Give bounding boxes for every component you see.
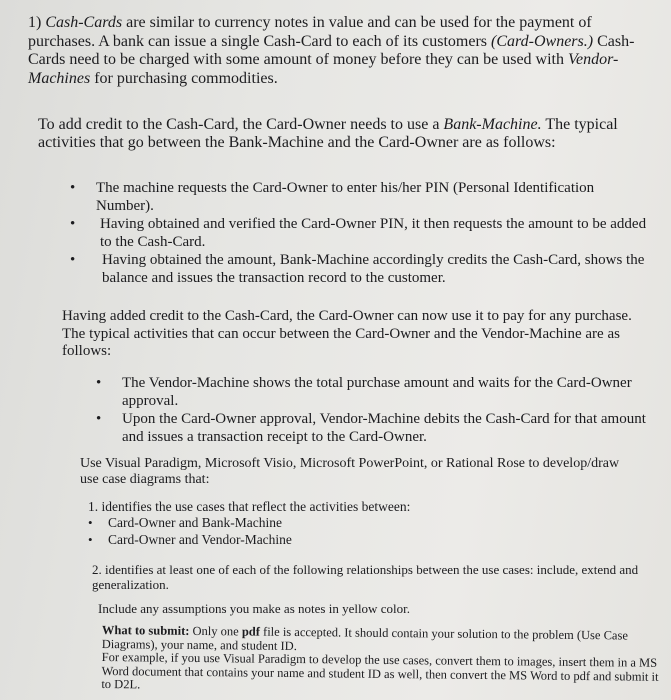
bullet-icon: •: [88, 532, 93, 547]
list-item: [70, 216, 650, 251]
requirement-1-text: 1. identifies the use cases that reflect the activities between:: [88, 499, 411, 514]
list-item-text: Upon the Card-Owner approval, Vendor-Machine debits the Cash-Card for that amount and issues a transaction receipt to the Card-Owner.: [122, 411, 646, 445]
list-item-text: Card-Owner and Bank-Machine: [108, 515, 282, 530]
bullet-icon: •: [88, 515, 93, 530]
bank-intro-text-1: To add credit to the Cash-Card, the Card-Owner needs to use a: [38, 116, 444, 133]
bullet-icon: •: [70, 216, 76, 232]
requirement-2: 2. identifies at least one of each of the following relationships between the use cases: include, extend and generalization.: [92, 562, 639, 592]
intro-text-2: Cash-Cards need to be charged with some amount of money before they can be used with: [28, 32, 635, 68]
tools-instruction: Use Visual Paradigm, Microsoft Visio, Microsoft PowerPoint, or Rational Rose to develop/draw use case diagrams that:: [80, 456, 620, 487]
requirement-1: [88, 499, 648, 549]
intro-paragraph: [28, 14, 658, 88]
submit-label: What to submit:: [101, 623, 190, 638]
list-item: [88, 515, 648, 531]
bullet-icon: •: [96, 411, 102, 427]
submit-text-1: Only one: [189, 623, 242, 639]
term-bank-machine: Bank-Machine.: [443, 116, 542, 133]
list-item: [70, 252, 650, 287]
submission-instructions: [101, 624, 662, 697]
list-item-text: Card-Owner and Vendor-Machine: [108, 532, 292, 547]
bullet-icon: •: [96, 375, 102, 391]
list-item-text: Having obtained and verified the Card-Owner PIN, it then requests the amount to be added to the Cash-Card.: [100, 216, 647, 250]
list-item-text: The Vendor-Machine shows the total purchase amount and waits for the Card-Owner approval.: [122, 375, 632, 409]
bullet-icon: •: [70, 252, 76, 268]
submit-example: For example, if you use Visual Paradigm to develop the use cases, convert them to images, insert them in a MS Word document that contains your name and student ID as well, then convert the MS Word to pdf and submit it to D2L.: [101, 649, 659, 692]
list-item: [96, 375, 651, 410]
term-vendor-machines: Vendor-Machines: [28, 51, 619, 87]
question-number: 1): [28, 14, 42, 31]
list-item: [70, 180, 650, 215]
assumptions-note: Include any assumptions you make as notes in yellow color.: [98, 601, 410, 616]
intro-text-3: for purchasing commodities.: [90, 69, 278, 87]
term-card-owners: (Card-Owners.): [491, 32, 594, 50]
vendor-machine-intro: Having added credit to the Cash-Card, the Card-Owner can now use it to pay for any purchase. The typical activities that can occur between the Card-Owner and the Vendor-Machine are as follows:: [62, 308, 632, 359]
list-item-text: The machine requests the Card-Owner to enter his/her PIN (Personal Identification Number).: [96, 180, 595, 214]
submit-text-2: file is accepted. It should contain your solution to the problem (Use Case Diagrams), your name, and student ID.: [101, 624, 628, 653]
list-item-text: Having obtained the amount, Bank-Machine accordingly credits the Cash-Card, shows the balance and issues the transaction record to the customer.: [102, 252, 645, 286]
bank-intro-text-2: The typical activities that go between the Bank-Machine and the Card-Owner are as follows:: [38, 116, 618, 151]
bank-machine-intro: [38, 116, 653, 151]
list-item: [88, 532, 648, 548]
term-cash-cards: Cash-Cards: [45, 14, 123, 31]
bank-activities-list: [70, 180, 650, 288]
intro-text-1: are similar to currency notes in value and can be used for the payment of purchases. A bank can issue a single Cash-Card to each of its customers: [28, 14, 592, 50]
term-pdf: pdf: [241, 624, 261, 639]
bullet-icon: •: [70, 180, 76, 196]
vendor-activities-list: [96, 375, 651, 447]
list-item: [96, 411, 651, 446]
